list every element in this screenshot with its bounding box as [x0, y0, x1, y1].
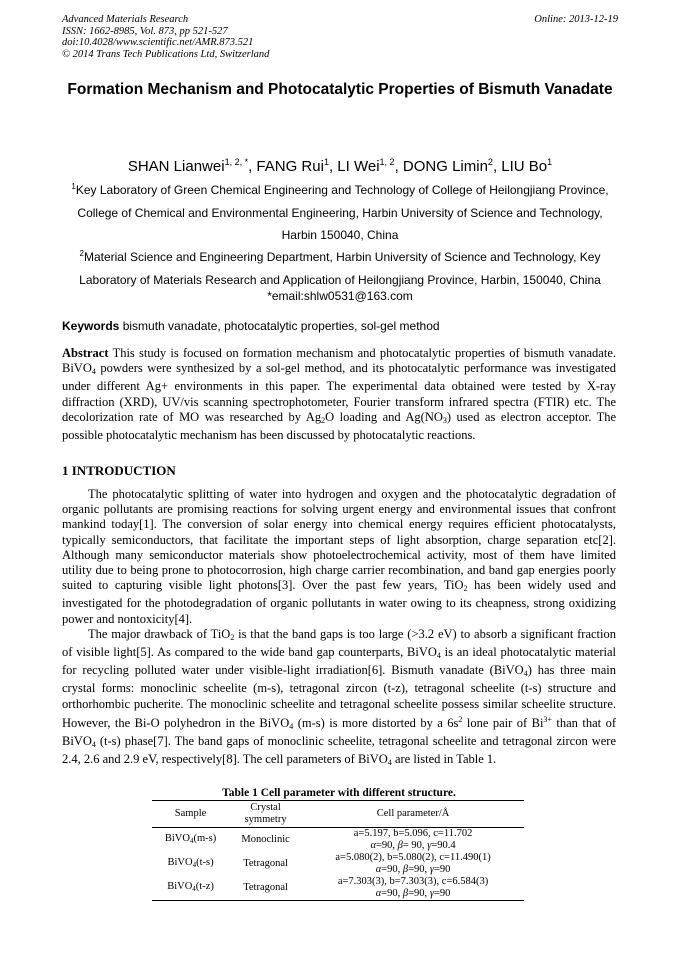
cell-sample: BiVO$_4$(t-s) [167, 857, 214, 869]
affiliation-mark: 2 [79, 249, 84, 258]
author-name: FANG Rui [256, 158, 324, 175]
table-row [152, 876, 524, 901]
author-name: LIU Bo [501, 158, 548, 175]
keywords [62, 318, 618, 334]
paper-title: Formation Mechanism and Photocatalytic Properties of Bismuth Vanadate [67, 81, 613, 98]
author-name: LI Wei [337, 158, 380, 175]
affiliation-text: Key Laboratory of Green Chemical Engineering and Technology of College of Heilongjiang Province, College of Chemical and Environmental Engineering, Harbin University of Science and Technology, Harbin 150040, China [75, 183, 609, 242]
header-cell-parameter: Cell parameter/Å [376, 808, 450, 819]
abstract-paragraph: Abstract This study is focused on formation mechanism and photocatalytic properties of bismuth vanadate. BiVO$_4$ powders were synthesized by a sol-gel method, and its photocatalytic performance was investigated under different Ag+ environments in this paper. The experimental data obtained were tested by X-ray diffraction (XRD), UV/vis scanning spectrophotometer, Fourier transform infrared spectra (FTIR) etc. The decolorization rate of MO was researched by $Ag_2O$ loading and $Ag(NO_3)$ used as electron acceptor. The possible photocatalytic mechanism has been discussed by photocatalytic reactions. [62, 346, 617, 443]
cell-symmetry: Tetragonal [243, 882, 288, 893]
online-date: Online: 2013-12-19 [534, 14, 618, 25]
table-row [152, 852, 524, 876]
author-affil-mark: 2 [487, 157, 493, 167]
table-row [152, 828, 524, 853]
abstract [62, 346, 616, 443]
abstract-label: Abstract [62, 346, 109, 360]
section-heading: 1 INTRODUCTION [62, 463, 176, 478]
header-sample: Sample [174, 808, 207, 819]
journal-copyright: © 2014 Trans Tech Publications Ltd, Switzerland [62, 48, 270, 60]
intro-paragraph-1: The photocatalytic splitting of water into hydrogen and oxygen and the photocatalytic degradation of organic pollutants are promising reactions for solving urgent energy and environmental issues that confront mankind today[1]. The conversion of solar energy into chemical energy requires efficient photocatalysts, typically semiconductors, that facilitate the important steps of light absorption, charge separation etc[2]. Although many semiconductor materials show photoelectrochemical activity, most of them have limited utility due to being prone to photocorrosion, high charge carrier recombination, and band gap energies poorly suited to capturing visible light photons[3]. Over the past few years, TiO$_2$ has been widely used and investigated for the photodegradation of organic pollutants in water owing to its cheapness, strong oxidizing power and nontoxicity[4]. [62, 487, 616, 626]
cell-symmetry: Tetragonal [243, 858, 288, 869]
introduction-text [62, 487, 616, 770]
table-caption: Table 1 Cell parameter with different structure. [222, 787, 456, 799]
author-name: DONG Limin [402, 158, 488, 175]
author-affil-mark: 1 [323, 157, 329, 167]
intro-paragraph-2: The major drawback of TiO$_2$ is that the band gaps is too large (>3.2 eV) to absorb a significant fraction of visible light[5]. As compared to the wide band gap counterparts, BiVO$_4$ is an ideal photocatalytic material for recycling polluted water under visible-light irradiation[6]. Bismuth vanadate (BiVO$_4$) has three main crystal forms: monoclinic scheelite (m-s), tetragonal zircon (t-z), tetragonal scheelite (t-s) structure and orthorhombic pucherite. The monoclinic scheelite and tetragonal scheelite possess similar scheelite structure. However, the Bi-O polyhedron in the BiVO$_4$ (m-s) is more distorted by a $6s^2$ lone pair of $Bi^{3+}$ than that of BiVO$_4$ (t-s) phase[7]. The band gaps of monoclinic scheelite, tetragonal scheelite and tetragonal zircon were 2.4, 2.6 and 2.9 eV, respectively[8]. The cell parameters of BiVO$_4$ are listed in Table 1. [62, 626, 616, 768]
table-header-row [152, 801, 524, 828]
cell-sample: BiVO$_4$(t-z) [167, 881, 214, 893]
affiliation-text: Material Science and Engineering Department, Harbin University of Science and Technology, Key Laboratory of Materials Research and Application of Heilongjiang Province, Harbin, 150040, China [79, 250, 601, 287]
corresponding-email: *email:shlw0531@163.com [267, 289, 413, 303]
cell-symmetry: Monoclinic [241, 834, 290, 845]
keywords-label: Keywords [62, 319, 120, 333]
header-symmetry: Crystal symmetry [244, 802, 287, 825]
cell-sample: BiVO$_4$(m-s) [164, 833, 217, 845]
cell-parameters: a=7.303(3), b=7.303(3), c=6.584(3) α=90, β=90, γ=90 [337, 876, 489, 899]
journal-header [62, 14, 618, 60]
affiliation-1 [62, 176, 618, 247]
affiliation-mark: 1 [71, 182, 76, 191]
journal-doi: doi:10.4028/www.scientific.net/AMR.873.521 [62, 37, 254, 48]
keywords-text: bismuth vanadate, photocatalytic properties, sol-gel method [122, 319, 440, 333]
author-affil-mark: 1 [547, 157, 553, 167]
author-affil-mark: 1, 2, * [224, 157, 249, 167]
author-list: SHAN Lianwei$^{1, 2, *}$, FANG Rui$^1$, LI Wei$^{1, 2}$, DONG Limin$^2$, LIU Bo$^1$ [127, 157, 553, 175]
author-name: SHAN Lianwei [127, 158, 225, 175]
journal-name: Advanced Materials Research [62, 14, 189, 25]
cell-parameters: a=5.197, b=5.096, c=11.702 α=90, β= 90, γ=90.4 [353, 828, 473, 851]
cell-parameters: a=5.080(2), b=5.080(2), c=11.490(1) α=90, β=90, γ=90 [335, 852, 491, 875]
author-affil-mark: 1, 2 [379, 157, 395, 167]
journal-issn: ISSN: 1662-8985, Vol. 873, pp 521-527 [62, 25, 228, 37]
affiliation-2 [62, 243, 618, 291]
cell-parameter-table [152, 800, 524, 901]
